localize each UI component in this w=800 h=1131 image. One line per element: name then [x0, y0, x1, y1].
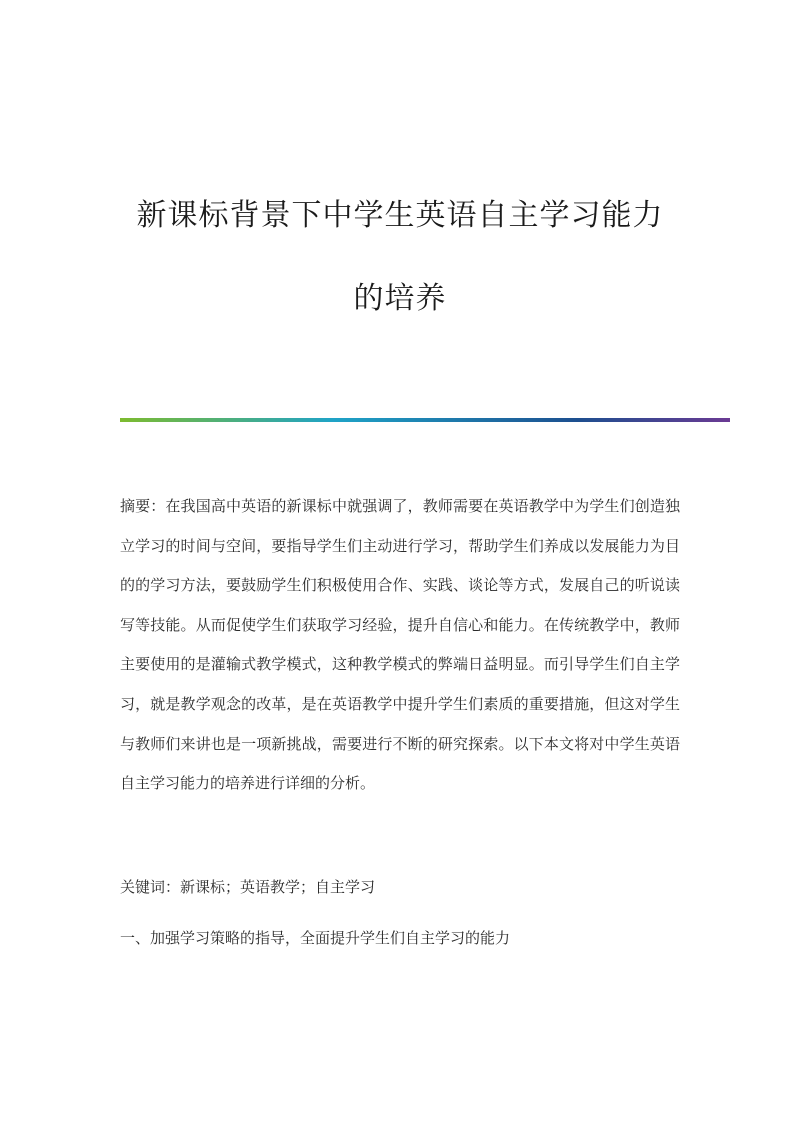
keywords-label: 关键词：	[120, 878, 181, 896]
abstract-paragraph	[120, 487, 680, 804]
page-title-line-2: 的培养	[353, 281, 447, 316]
section-heading-1: 一、加强学习策略的指导，全面提升学生们自主学习的能力	[120, 929, 511, 947]
abstract-label: 摘要：	[120, 497, 166, 515]
abstract-text: 在我国高中英语的新课标中就强调了，教师需要在英语教学中为学生们创造独立学习的时间与空间，要指导学生们主动进行学习，帮助学生们养成以发展能力为目的的学习方法，要鼓励学生们积极使用合作、实践、谈论等方式，发展自己的听说读写等技能。从而促使学生们获取学习经验，提升自信心和能力。在传统教学中，教师主要使用的是灌输式教学模式，这种教学模式的弊端日益明显。而引导学生们自主学习，就是教学观念的改革，是在英语教学中提升学生们素质的重要措施，但这对学生与教师们来讲也是一项新挑战，需要进行不断的研究探索。以下本文将对中学生英语自主学习能力的培养进行详细的分析。	[120, 497, 680, 793]
page-title-line-1: 新课标背景下中学生英语自主学习能力	[136, 198, 664, 233]
keywords-line	[120, 874, 680, 900]
title-divider	[120, 418, 730, 422]
keywords-text: 新课标；英语教学；自主学习	[180, 878, 376, 896]
